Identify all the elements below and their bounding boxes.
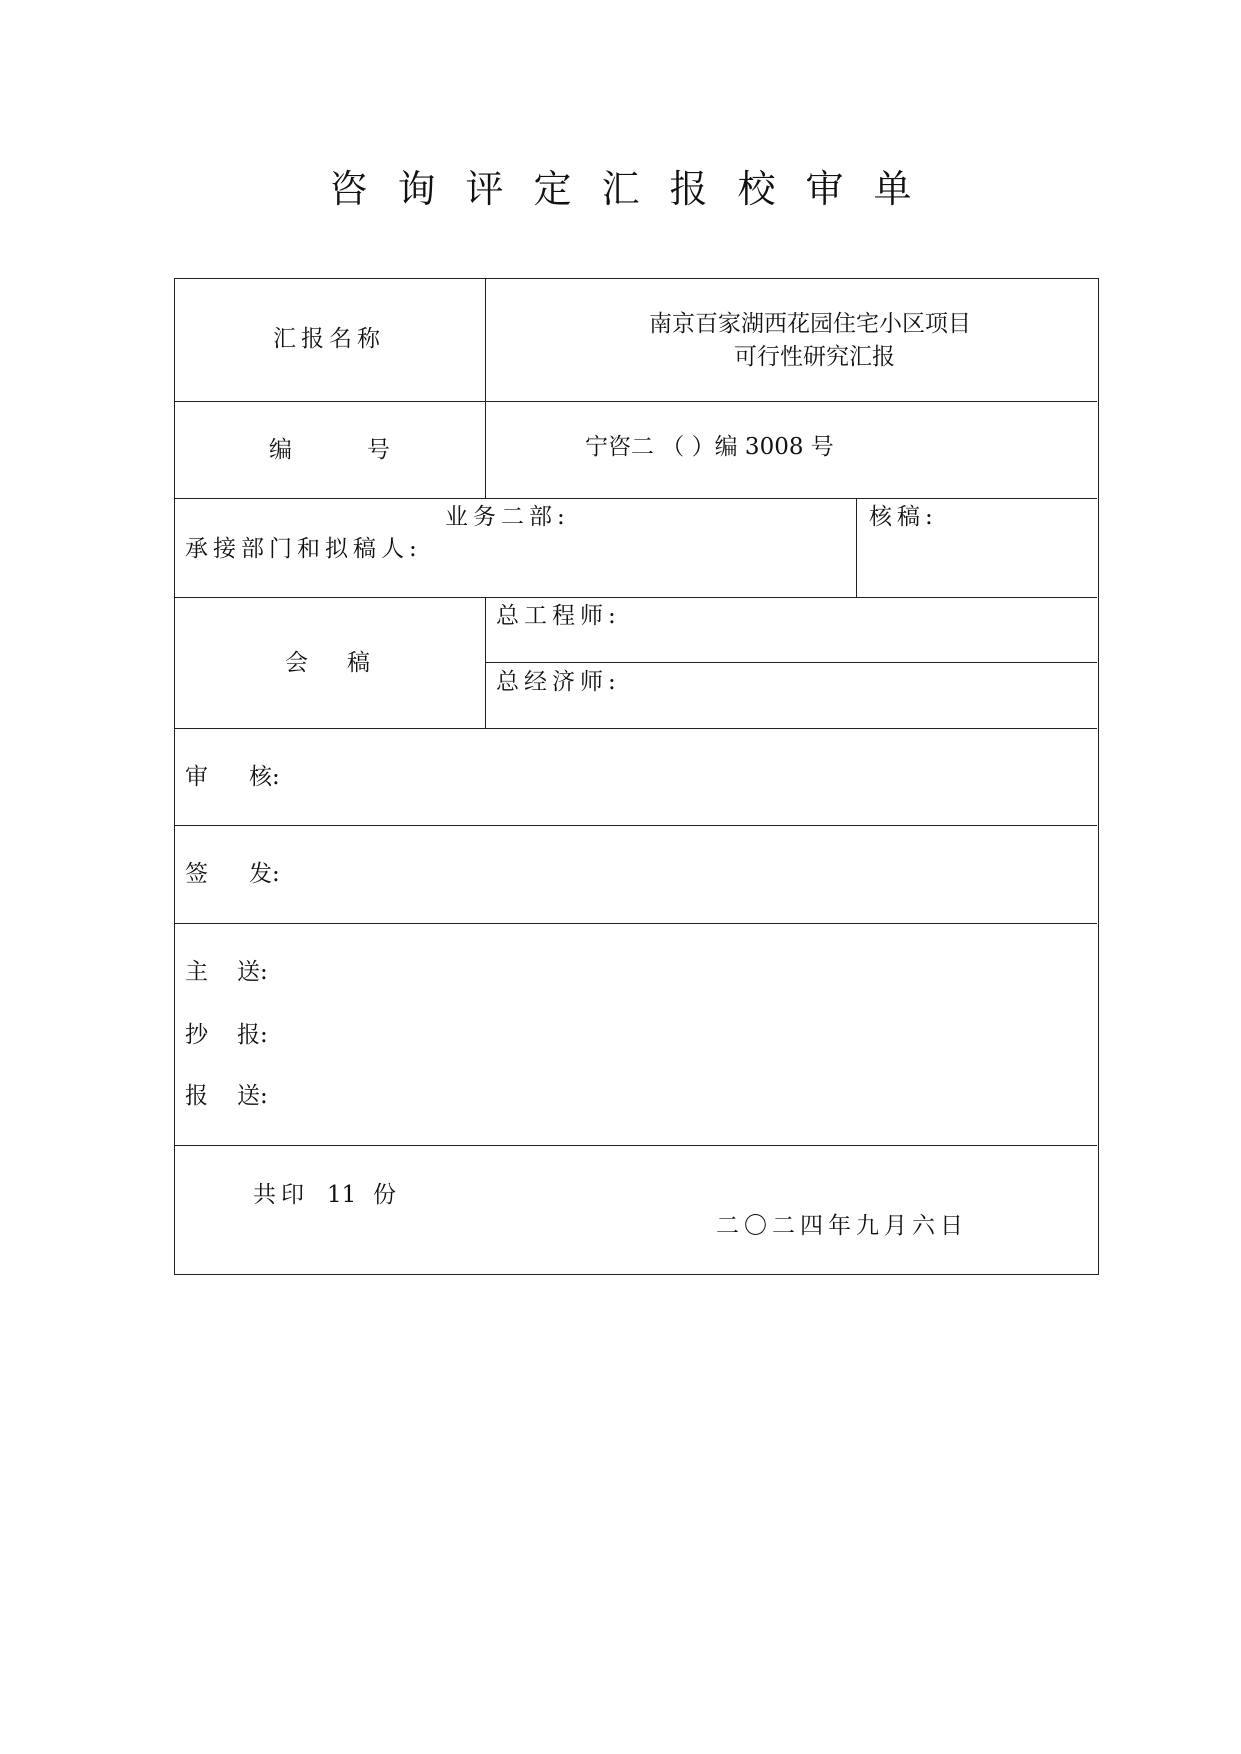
issue-label-left: 签 <box>185 861 208 887</box>
chief-economist-label: 总经济师: <box>496 669 621 695</box>
row-divider <box>175 728 1097 729</box>
department-label: 承接部门和拟稿人: <box>185 536 422 562</box>
issue-date: 二〇二四年九月六日 <box>716 1213 968 1239</box>
row-divider <box>175 597 1097 598</box>
countersign-label-right: 稿 <box>347 650 370 676</box>
department-value: 业务二部: <box>445 504 570 530</box>
copies-prefix: 共印 <box>253 1182 309 1208</box>
chief-engineer-label: 总工程师: <box>496 603 621 629</box>
report-name-line2: 可行性研究汇报 <box>734 344 895 370</box>
copies-suffix: 份 <box>373 1182 396 1208</box>
review-draft-label: 核稿: <box>869 504 938 530</box>
column-divider <box>485 279 486 499</box>
number-label-right: 号 <box>367 437 390 463</box>
report-name-label: 汇报名称 <box>273 326 385 352</box>
audit-label-right: 核: <box>249 764 280 790</box>
audit-label-left: 审 <box>185 764 208 790</box>
main-send-left: 主 <box>185 959 208 985</box>
number-label-left: 编 <box>269 437 292 463</box>
issue-label-right: 发: <box>249 861 280 887</box>
row-divider <box>485 662 1097 663</box>
copies-count: 11 <box>327 1182 357 1208</box>
cc-right: 报: <box>237 1022 268 1048</box>
page-title: 咨询评定汇报校审单 <box>329 167 942 211</box>
row-divider <box>175 1145 1097 1146</box>
column-divider <box>485 598 486 729</box>
row-divider <box>175 498 1097 499</box>
row-divider <box>175 825 1097 826</box>
number-value: 宁咨二 （ ）编 3008 号 <box>585 434 834 460</box>
row-divider <box>175 923 1097 924</box>
main-send-right: 送: <box>237 959 268 985</box>
column-divider <box>856 499 857 598</box>
row-divider <box>175 401 1097 402</box>
report-name-line1: 南京百家湖西花园住宅小区项目 <box>649 311 971 337</box>
report-send-left: 报 <box>185 1083 208 1109</box>
cc-left: 抄 <box>185 1022 208 1048</box>
countersign-label-left: 会 <box>285 650 308 676</box>
report-send-right: 送: <box>237 1083 268 1109</box>
review-form <box>174 278 1099 1275</box>
